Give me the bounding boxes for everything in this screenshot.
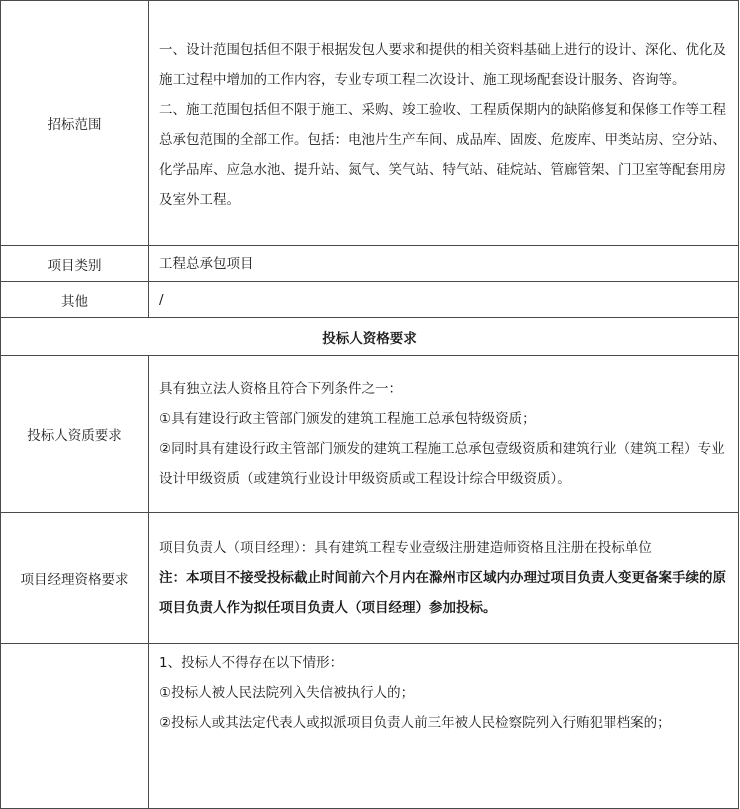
other-requirements-line-1: 1、投标人不得存在以下情形：: [159, 655, 344, 671]
manager-qualification-note: 注：本项目不接受投标截止时间前六个月内在滁州市区域内办理过项目负责人变更备案手续的原项目负责人作为拟任项目负责人（项目经理）参加投标。: [159, 570, 726, 616]
scope-para-1: 一、设计范围包括但不限于根据发包人要求和提供的相关资料基础上进行的设计、深化、优化及施工过程中增加的工作内容，专业专项工程二次设计、施工现场配套设计服务、咨询等。: [159, 42, 726, 88]
table-row-scope: [1, 1, 739, 246]
table-row-manager-qualification: [1, 513, 739, 644]
manager-qualification-label: 项目经理资格要求: [1, 513, 149, 644]
other-value: /: [149, 282, 739, 318]
other-label: 其他: [1, 282, 149, 318]
manager-qualification-line-1: 项目负责人（项目经理）：具有建筑工程专业壹级注册建造师资格且注册在投标单位: [159, 540, 652, 556]
other-requirements-line-3: ②投标人或其法定代表人或拟派项目负责人前三年被人民检察院列入行贿犯罪档案的；: [159, 715, 671, 731]
category-label: 项目类别: [1, 246, 149, 282]
table-row-category: [1, 246, 739, 282]
section-title: 投标人资格要求: [1, 318, 739, 356]
bidder-qualification-line-2: ①具有建设行政主管部门颁发的建筑工程施工总承包特级资质；: [159, 411, 536, 427]
other-requirements-content: [149, 644, 739, 809]
table-row-bidder-qualification: [1, 356, 739, 513]
scope-label: 招标范围: [1, 1, 149, 246]
table-row-section-title: [1, 318, 739, 356]
table-row-other-requirements: [1, 644, 739, 809]
category-value: 工程总承包项目: [149, 246, 739, 282]
other-requirements-label: [1, 644, 149, 809]
table-row-other: [1, 282, 739, 318]
other-requirements-line-2: ①投标人被人民法院列入失信被执行人的；: [159, 685, 415, 701]
scope-content: [149, 1, 739, 246]
bidder-qualification-line-3: ②同时具有建设行政主管部门颁发的建筑工程施工总承包壹级资质和建筑行业（建筑工程）专业设计甲级资质（或建筑行业设计甲级资质或工程设计综合甲级资质）。: [159, 441, 725, 487]
manager-qualification-content: [149, 513, 739, 644]
scope-para-2: 二、施工范围包括但不限于施工、采购、竣工验收、工程质保期内的缺陷修复和保修工作等工程总承包范围的全部工作。包括：电池片生产车间、成品库、固废、危废库、甲类站房、空分站、化学品库、应急水池、提升站、氮气、笑气站、特气站、硅烷站、管廊管架、门卫室等配套用房及室外工程。: [159, 102, 726, 208]
bidder-qualification-content: [149, 356, 739, 513]
bidder-qualification-label: 投标人资质要求: [1, 356, 149, 513]
bidder-qualification-line-1: 具有独立法人资格且符合下列条件之一：: [159, 381, 402, 397]
